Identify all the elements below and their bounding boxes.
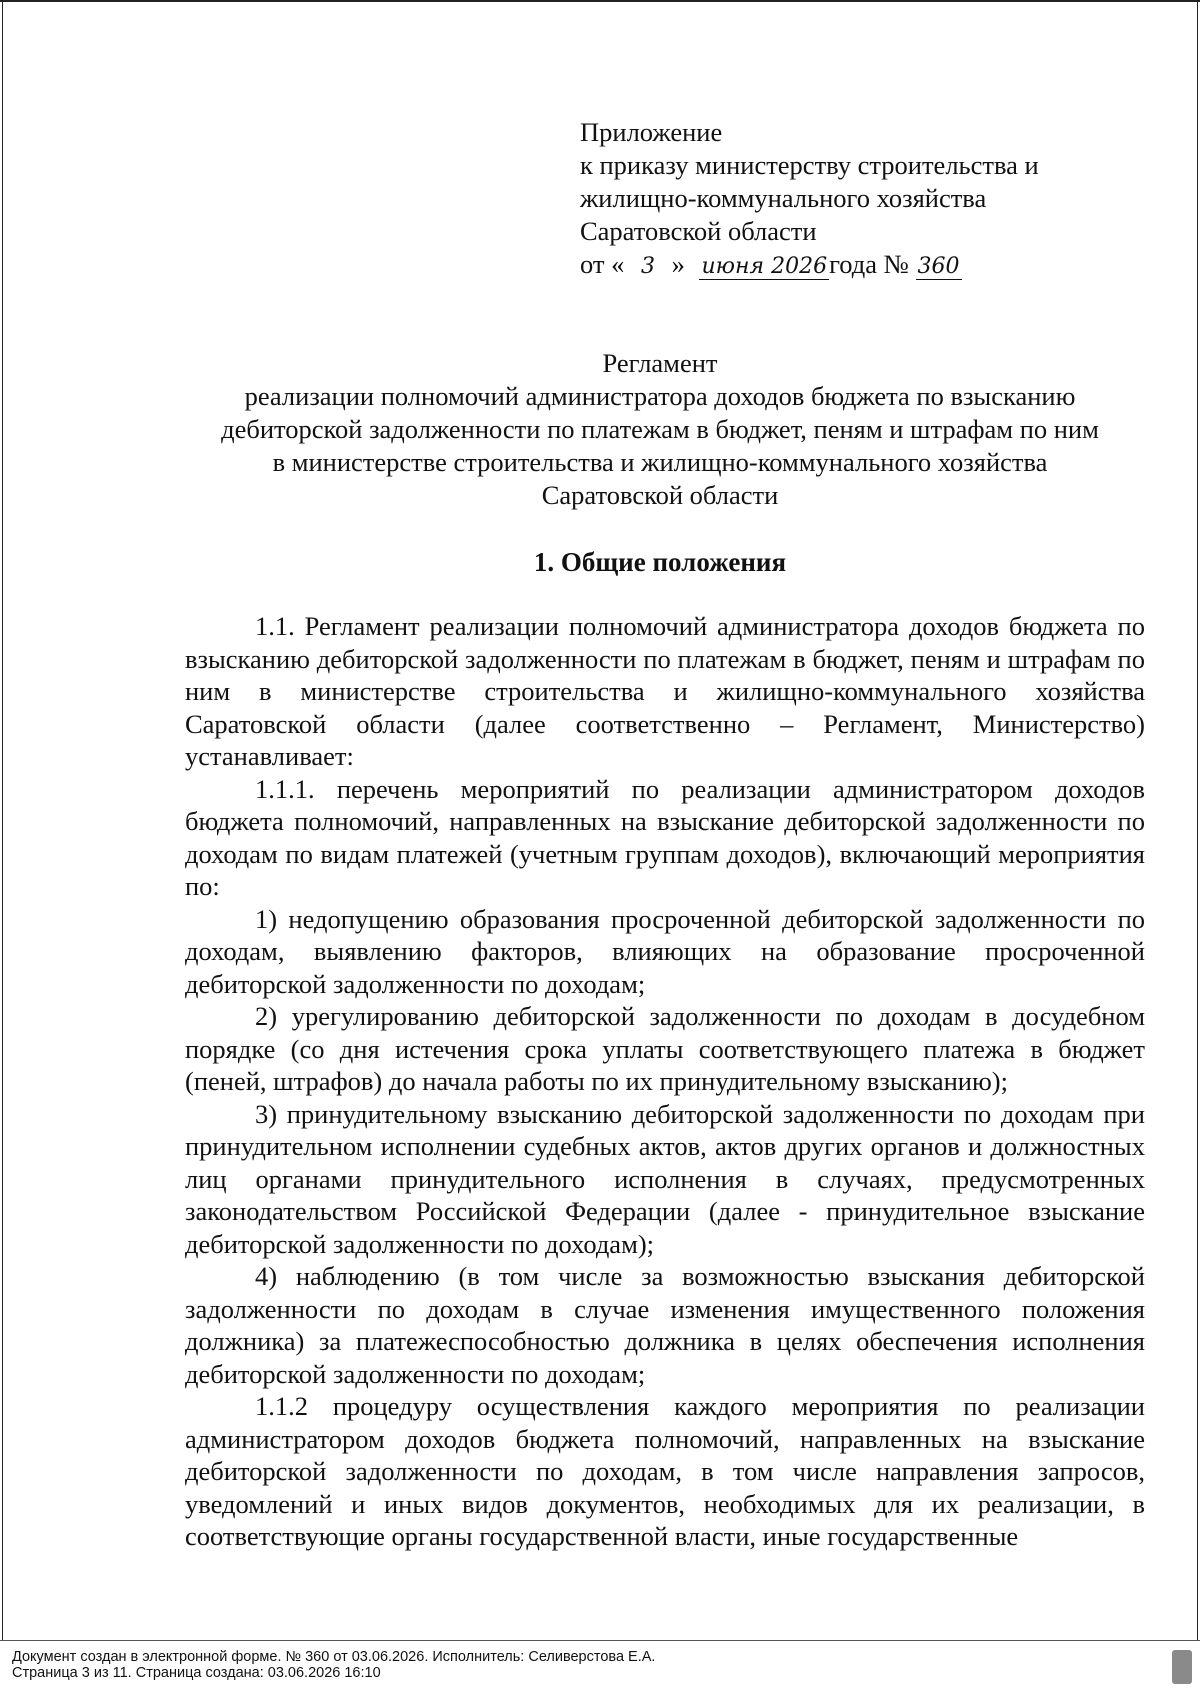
handwritten-month-year: июня 2026 xyxy=(701,254,828,279)
date-prefix: от « xyxy=(580,249,625,279)
scan-edge-left xyxy=(2,0,3,1640)
title-line: Саратовской области xyxy=(541,480,779,510)
paragraph: 2) урегулированию дебиторской задолженности по доходам в досудебном порядке (со дня истечения срока уплаты соответствующего платежа в бюджет (пеней, штрафов) до начала работы по их принудительному взысканию); xyxy=(185,1001,1145,1096)
body-text xyxy=(185,610,1145,1553)
handwritten-day: 3 xyxy=(640,254,655,279)
footer xyxy=(12,1649,655,1681)
year-word: года № xyxy=(829,249,909,279)
paragraph: 1) недопущению образования просроченной дебиторской задолженности по доходам, выявлению факторов, влияющих на образование просроченной дебиторской задолженности по доходам; xyxy=(185,903,1145,999)
appendix-block xyxy=(580,116,1140,283)
appendix-line: Саратовской области xyxy=(580,216,817,246)
title-line: Регламент xyxy=(602,348,718,378)
paragraph: 3) принудительному взысканию дебиторской задолженности по доходам при принудительном исполнении судебных актов, актов других органов и должностных лиц органами принудительного исполнения в случаях, предусмотренных законодательством Российской Федерации (далее - принудительное взыскание дебиторской задолженности по доходам); xyxy=(185,1098,1145,1259)
appendix-line: жилищно-коммунального хозяйства xyxy=(580,183,987,213)
section-heading: 1. Общие положения xyxy=(533,547,787,577)
date-mid: » xyxy=(671,249,685,279)
handwritten-number: 360 xyxy=(917,254,960,279)
appendix-date-line xyxy=(580,248,1140,283)
scan-edge-top xyxy=(0,0,1200,2)
appendix-line: Приложение xyxy=(580,117,723,147)
title-line: реализации полномочий администратора доходов бюджета по взысканию xyxy=(244,381,1076,411)
paragraph: 1.1.1. перечень мероприятий по реализации администратором доходов бюджета полномочий, направленных на взыскание дебиторской задолженности по доходам по видам платежей (учетным группам доходов), включающий мероприятия по: xyxy=(185,773,1145,901)
paragraph: 1.1. Регламент реализации полномочий администратора доходов бюджета по взысканию дебиторской задолженности по платежам в бюджет, пеням и штрафам по ним в министерстве строительства и жилищно-коммунального хозяйства Саратовской области (далее соответственно – Регламент, Министерство) устанавливает: xyxy=(185,611,1145,771)
footer-line: Документ создан в электронной форме. № 360 от 03.06.2026. Исполнитель: Селиверстова Е.А. xyxy=(12,1649,656,1665)
title-line: дебиторской задолженности по платежам в бюджет, пеням и штрафам по ним xyxy=(221,414,1099,444)
footer-line: Страница 3 из 11. Страница создана: 03.06.2026 16:10 xyxy=(12,1665,381,1681)
document-title xyxy=(150,347,1170,512)
title-line: в министерстве строительства и жилищно-коммунального хозяйства xyxy=(272,447,1048,477)
paragraph: 4) наблюдению (в том числе за возможностью взыскания дебиторской задолженности по доходам в случае изменения имущественного положения должника) за платежеспособностью должника в целях обеспечения исполнения дебиторской задолженности по доходам; xyxy=(185,1261,1145,1389)
appendix-line: к приказу министерству строительства и xyxy=(580,150,1039,180)
paragraph: 1.1.2 процедуру осуществления каждого мероприятия по реализации администратором доходов бюджета полномочий, направленных на взыскание дебиторской задолженности по доходам, в том числе направления запросов, уведомлений и иных видов документов, необходимых для их реализации, в соответствующие органы государственной власти, иные государственные xyxy=(185,1391,1145,1551)
emblem-icon xyxy=(1172,1650,1192,1684)
footer-divider xyxy=(0,1640,1200,1641)
scan-edge-right xyxy=(1197,0,1198,1640)
